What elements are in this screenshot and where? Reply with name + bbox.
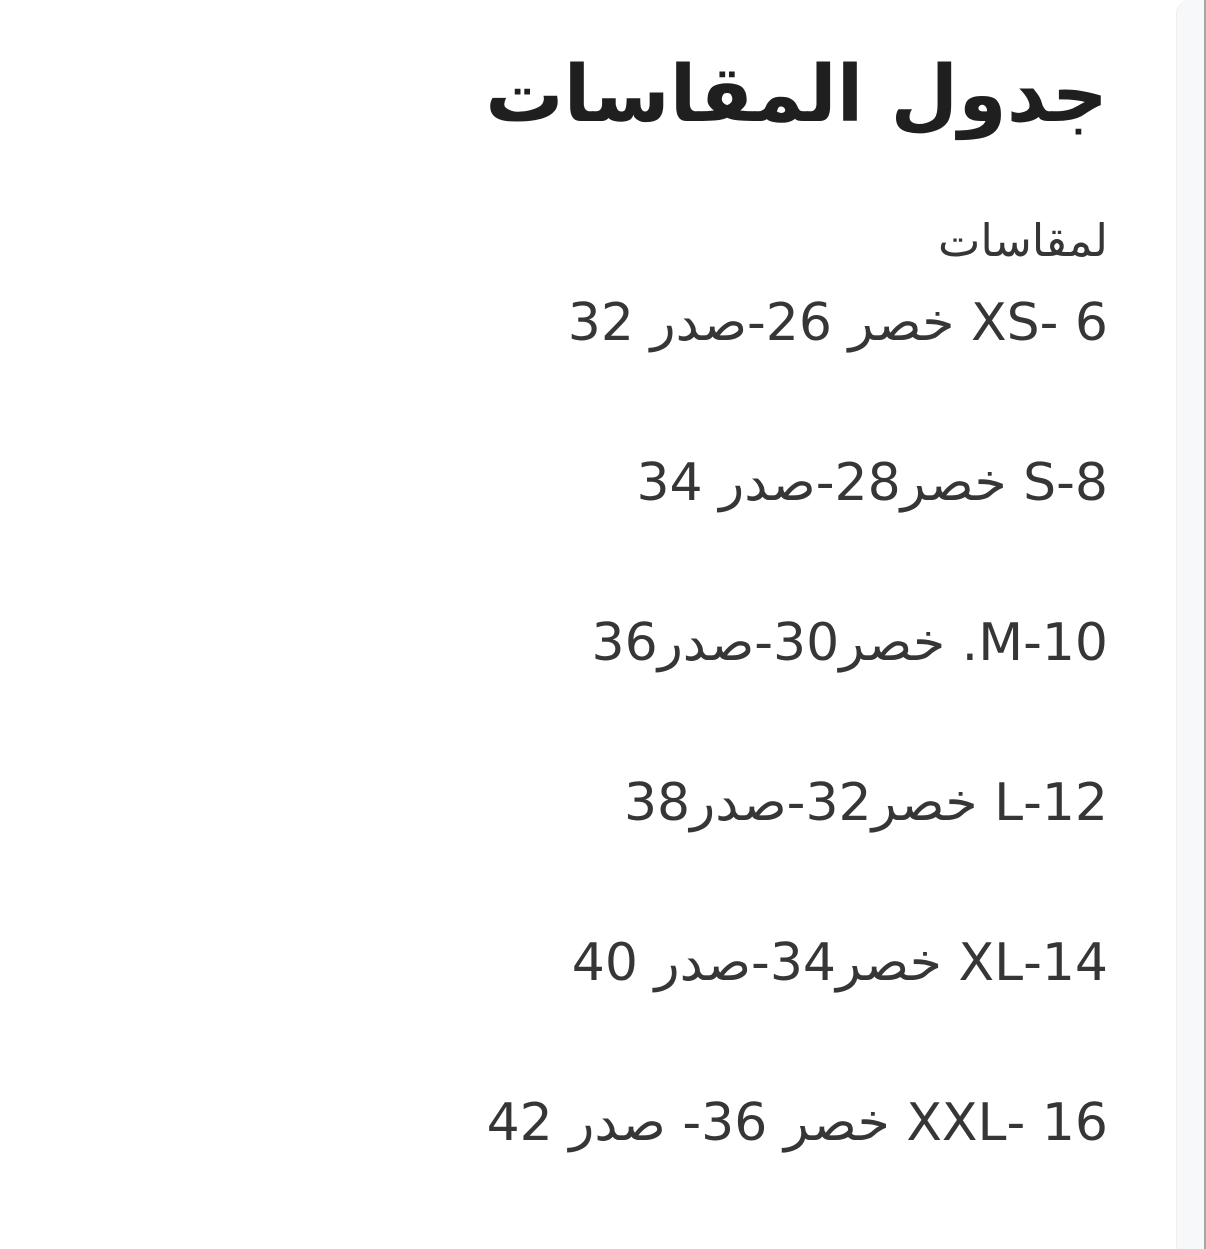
size-row-m: 10-M. خصر30-صدر36: [591, 613, 1108, 674]
size-chart-subtitle: لمقاسات: [938, 213, 1108, 267]
size-row-xxl: 16 -XXL خصر 36- صدر 42: [486, 1093, 1108, 1154]
scrollbar-track[interactable]: [1176, 0, 1206, 1249]
size-row-s: 8-S خصر28-صدر 34: [636, 453, 1108, 514]
page-title: جدول المقاسات: [485, 50, 1108, 140]
size-row-xl: 14-XL خصر34-صدر 40: [571, 933, 1108, 994]
size-row-l: 12-L خصر32-صدر38: [623, 773, 1108, 834]
size-row-xs: 6 -XS خصر 26-صدر 32: [567, 293, 1108, 354]
